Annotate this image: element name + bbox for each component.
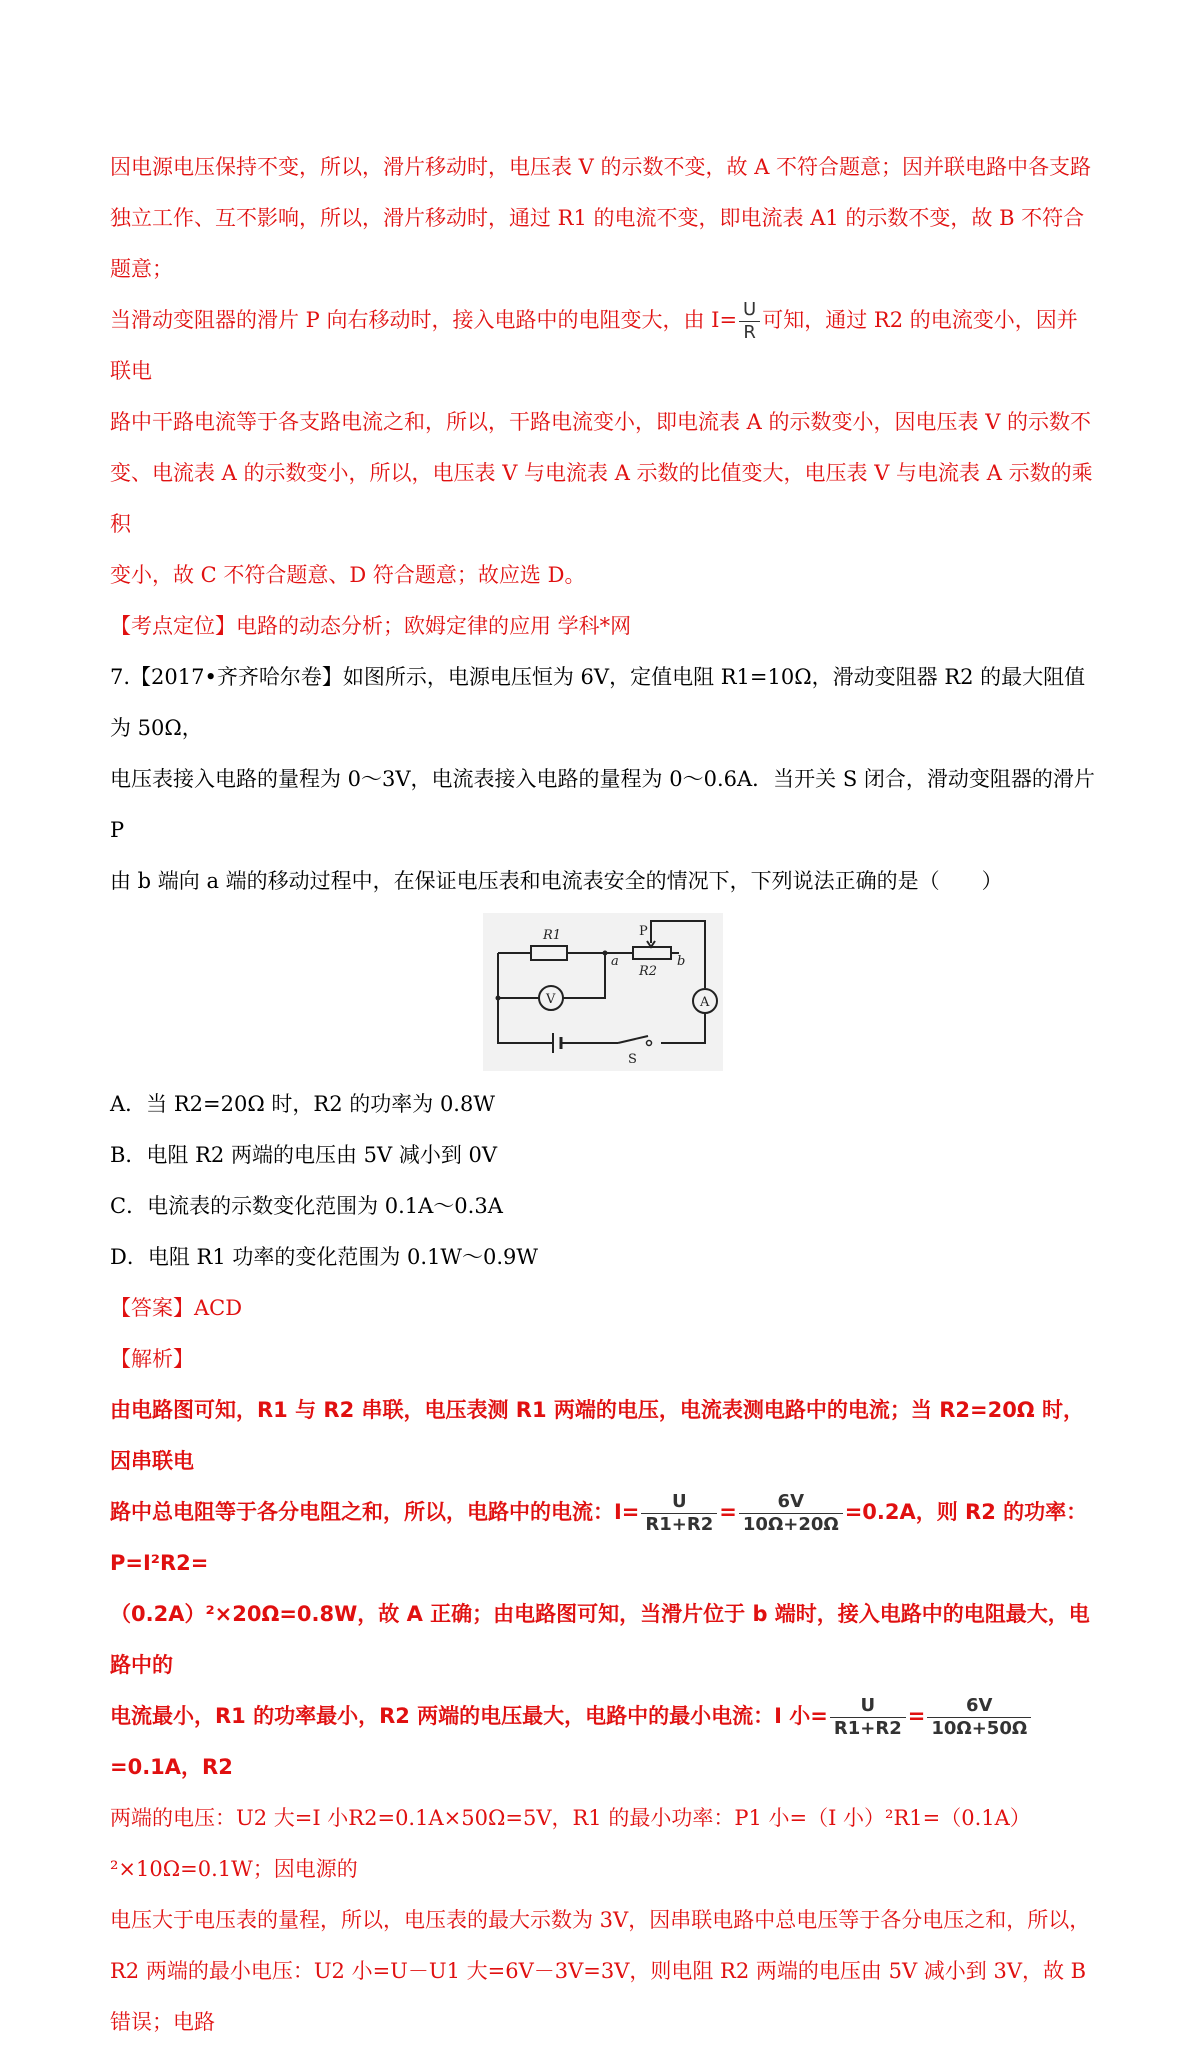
question-line-1: 7.【2017•齐齐哈尔卷】如图所示，电源电压恒为 6V，定值电阻 R1=10Ω，滑动变阻器 R2 的最大阻值为 50Ω，: [110, 665, 1086, 740]
prev-solution-line-5: 变、电流表 A 的示数变小，所以，电压表 V 与电流表 A 示数的比值变大，电压表 V 与电流表 A 示数的乘积: [110, 461, 1093, 536]
label-r1: R1: [543, 928, 562, 943]
analysis-title: 【解析】: [110, 1347, 194, 1371]
answer-line: 【答案】ACD: [110, 1296, 243, 1320]
min-current-formula-fraction: $\frac{U}{R1+R2}$: [830, 1697, 906, 1738]
question-line-3: 由 b 端向 a 端的移动过程中，在保证电压表和电流表安全的情况下，下列说法正确的是（ ）: [110, 869, 1003, 893]
circuit-diagram: [110, 913, 1096, 1071]
option-d: D．电阻 R1 功率的变化范围为 0.1W～0.9W: [110, 1245, 538, 1269]
ohm-law-fraction: $\frac{U}{R}$: [739, 301, 760, 342]
label-b: b: [677, 954, 686, 969]
label-r2: R2: [639, 964, 658, 979]
analysis-line-2: 路中总电阻等于各分电阻之和，所以，电路中的电流：I= $\frac{U}{R1+R2}$ = $\frac{6V}{10\Omega+20\Omega}$ =0.2A，则 R2 的功率：P=I²R2=: [110, 1490, 1088, 1575]
prev-solution-line-3-a: 当滑动变阻器的滑片 P 向右移动时，接入电路中的电阻变大，由 I=: [110, 308, 738, 332]
analysis-line-3: （0.2A）²×20Ω=0.8W，故 A 正确；由电路图可知，当滑片位于 b 端时，接入电路中的电阻最大，电路中的: [110, 1602, 1090, 1677]
option-a: A．当 R2=20Ω 时，R2 的功率为 0.8W: [110, 1092, 495, 1116]
analysis-line-7: R2 两端的最小电压：U2 小=U－U1 大=6V－3V=3V，则电阻 R2 两端的电压由 5V 减小到 3V，故 B 错误；电路: [110, 1959, 1087, 2034]
document-page: [110, 142, 1096, 2048]
label-a: a: [611, 954, 619, 969]
r1-resistor: [531, 946, 567, 960]
r2-rheostat: [633, 947, 671, 959]
analysis-line-1: 由电路图可知，R1 与 R2 串联，电压表测 R1 两端的电压，电流表测电路中的电流；当 R2=20Ω 时，因串联电: [110, 1398, 1084, 1473]
prev-solution-line-3-b: 可知，通过 R2 的电流变小，因并联电: [110, 308, 1078, 383]
analysis-line-5: 两端的电压：U2 大=I 小R2=0.1A×50Ω=5V，R1 的最小功率：P1 小=（I 小）²R1=（0.1A）²×10Ω=0.1W；因电源的: [110, 1806, 1031, 1881]
min-current-value-fraction: $\frac{6V}{10\Omega+50\Omega}$: [927, 1697, 1031, 1738]
label-p: P: [639, 924, 648, 939]
circuit-svg: [483, 913, 723, 1071]
label-v: V: [546, 992, 556, 1007]
prev-solution-line-1: 因电源电压保持不变，所以，滑片移动时，电压表 V 的示数不变，故 A 不符合题意；因并联电路中各支路: [110, 155, 1092, 179]
label-s: S: [628, 1052, 637, 1067]
current-formula-fraction: $\frac{U}{R1+R2}$: [641, 1493, 717, 1534]
prev-solution-line-2: 独立工作、互不影响，所以，滑片移动时，通过 R1 的电流不变，即电流表 A1 的示数不变，故 B 不符合题意；: [110, 206, 1085, 281]
current-value-fraction: $\frac{6V}{10\Omega+20\Omega}$: [739, 1493, 843, 1534]
analysis-line-6: 电压大于电压表的量程，所以，电压表的最大示数为 3V，因串联电路中总电压等于各分电压之和，所以，: [110, 1908, 1091, 1932]
option-c: C．电流表的示数变化范围为 0.1A～0.3A: [110, 1194, 503, 1218]
prev-solution-line-4: 路中干路电流等于各支路电流之和，所以，干路电流变小，即电流表 A 的示数变小，因电压表 V 的示数不: [110, 410, 1092, 434]
prev-solution-line-6: 变小，故 C 不符合题意、D 符合题意；故应选 D。: [110, 563, 586, 587]
prev-solution-line-3: [110, 295, 1096, 397]
label-ammeter: A: [700, 995, 710, 1010]
option-b: B．电阻 R2 两端的电压由 5V 减小到 0V: [110, 1143, 498, 1167]
kaodian-line: 【考点定位】电路的动态分析；欧姆定律的应用 学科*网: [110, 614, 632, 638]
analysis-line-4: 电流最小，R1 的功率最小，R2 两端的电压最大，电路中的最小电流：I 小= $\frac{U}{R1+R2}$ = $\frac{6V}{10\Omega+50\Omega}$ =0.1A，R2: [110, 1691, 1096, 1793]
question-line-2: 电压表接入电路的量程为 0～3V，电流表接入电路的量程为 0～0.6A．当开关 S 闭合，滑动变阻器的滑片 P: [110, 767, 1095, 842]
